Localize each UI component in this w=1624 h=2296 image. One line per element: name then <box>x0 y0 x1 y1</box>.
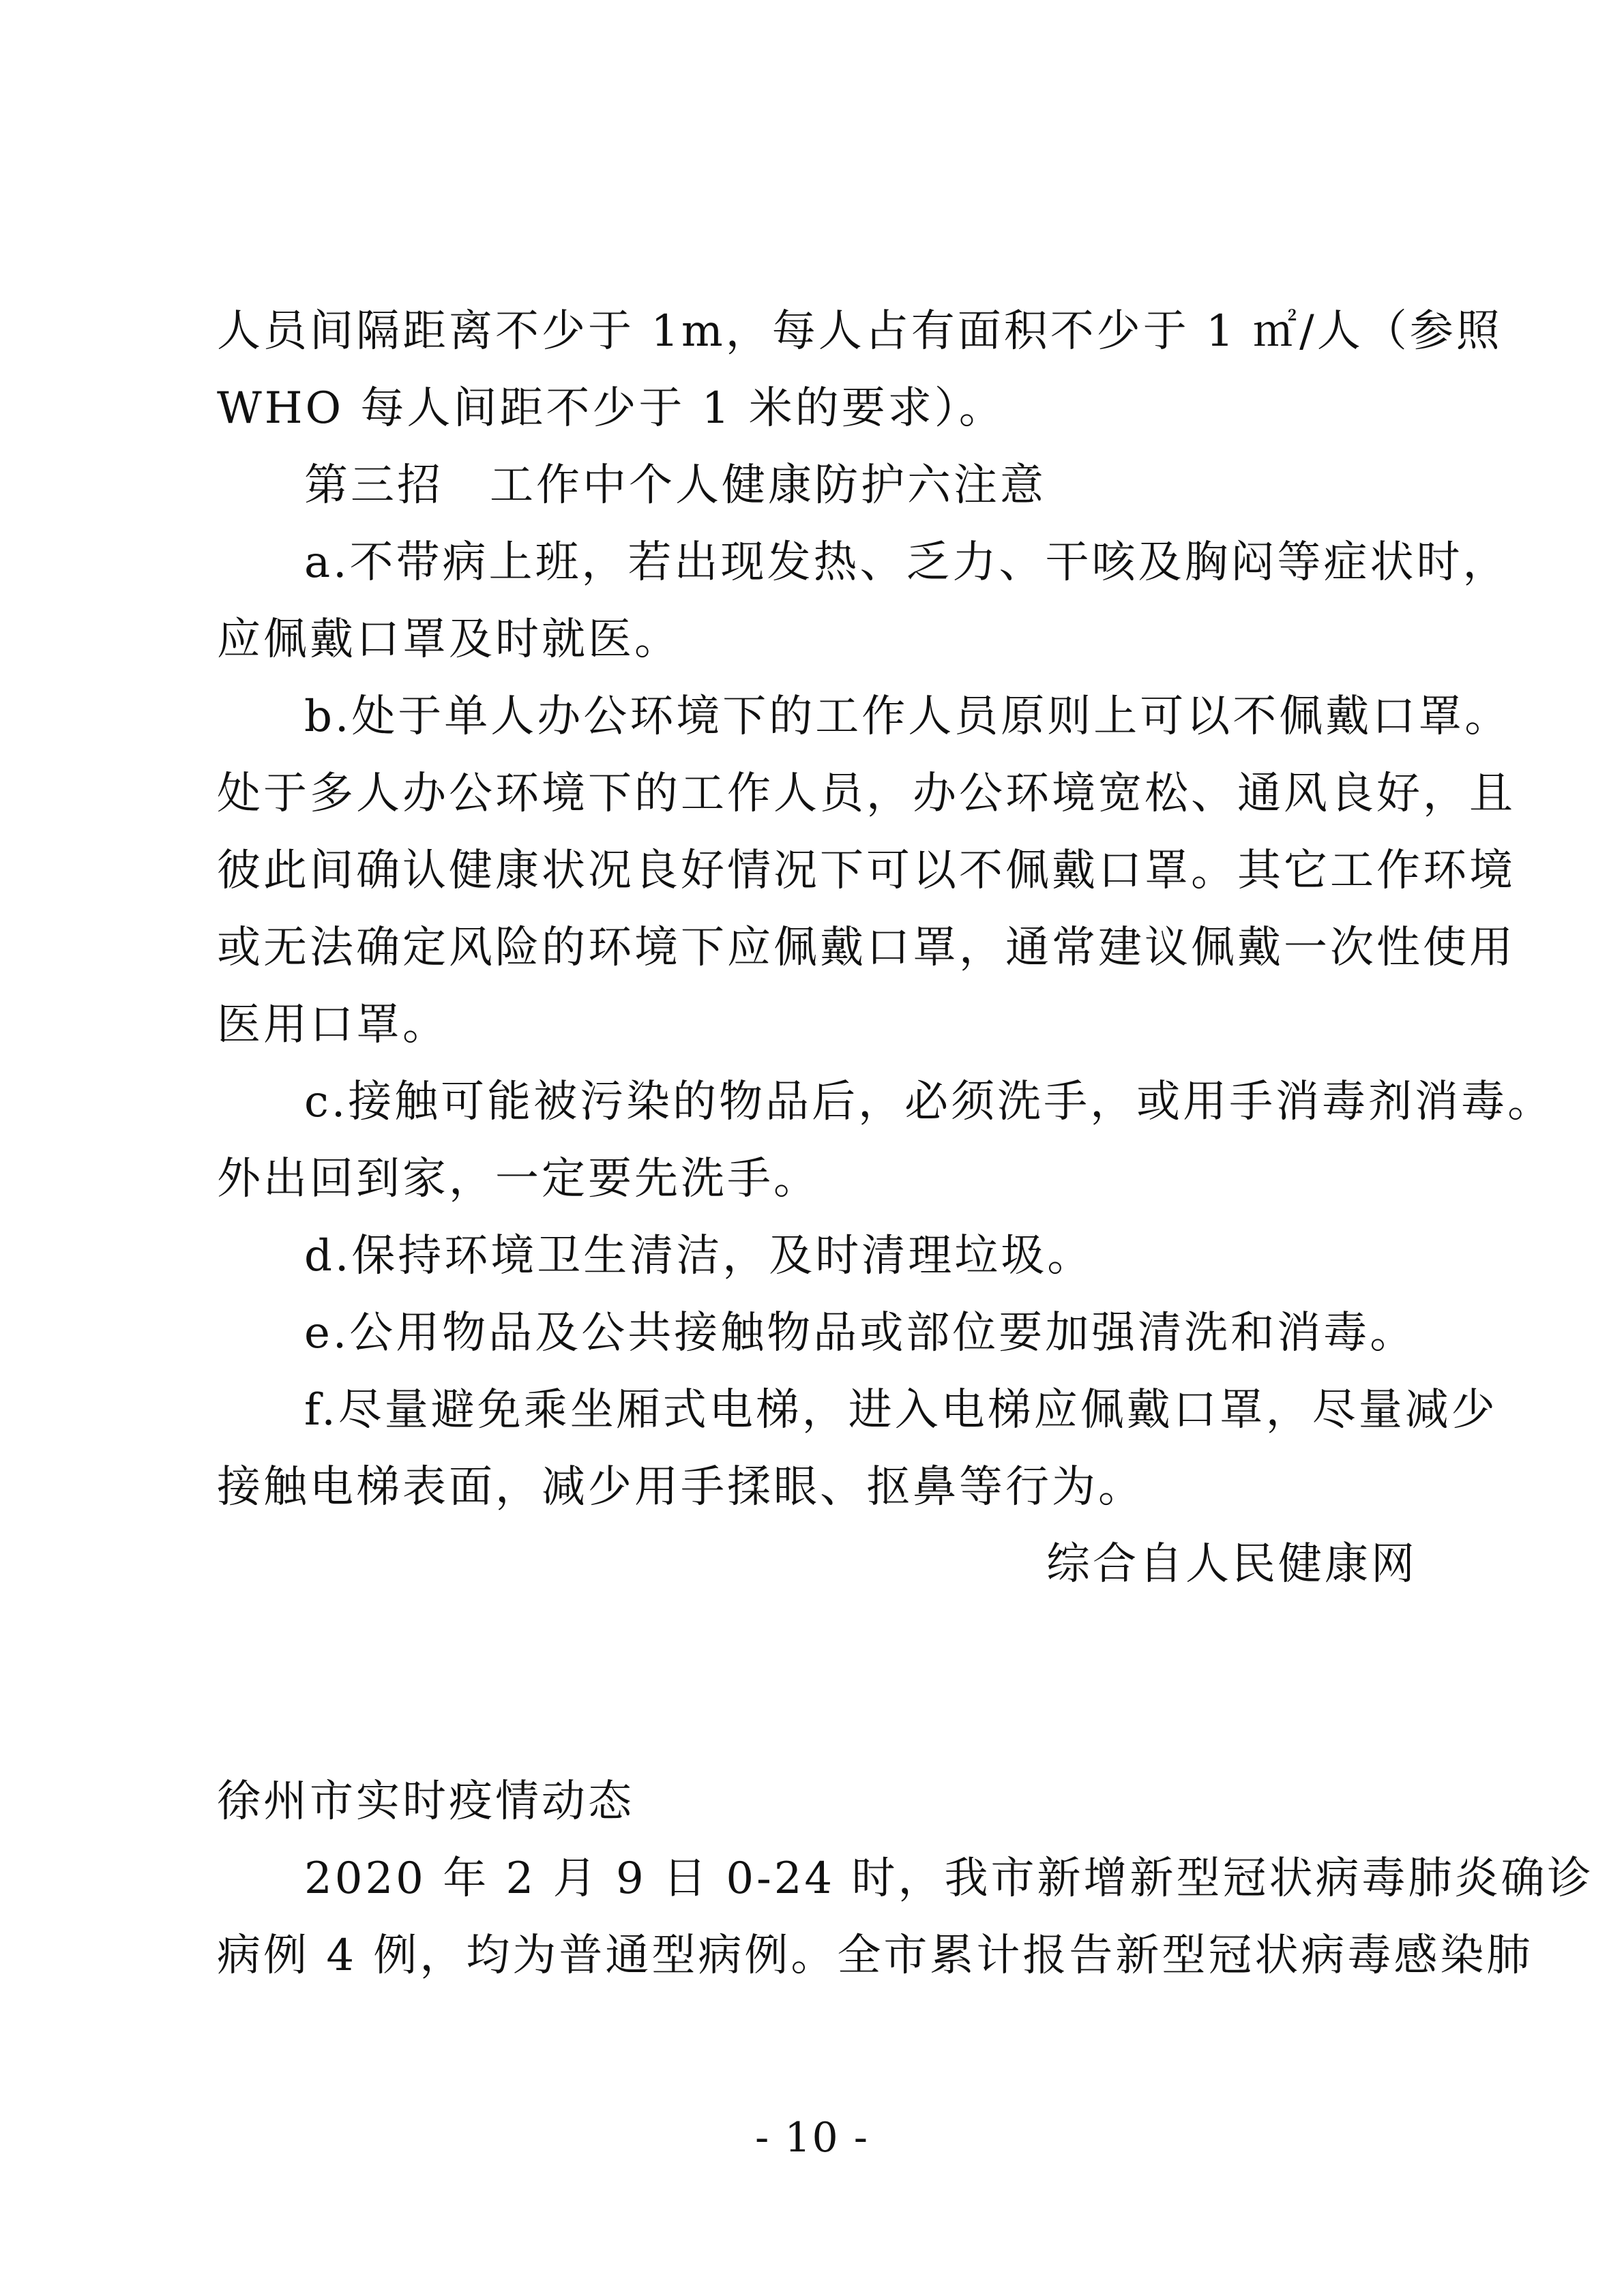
body-text-line: WHO 每人间距不少于 1 米的要求）。 <box>217 383 1005 434</box>
body-text-line: 人员间隔距离不少于 1m，每人占有面积不少于 1 ㎡/人（参照 <box>217 306 1503 357</box>
update-paragraph: 2020 年 2 月 9 日 0-24 时，我市新增新型冠状病毒肺炎确诊 <box>304 1853 1594 1904</box>
list-item-b-continued: 彼此间确认健康状况良好情况下可以不佩戴口罩。其它工作环境 <box>217 846 1516 896</box>
list-item-a-continued: 应佩戴口罩及时就医。 <box>217 614 681 665</box>
list-item-d: d.保持环境卫生清洁，及时清理垃圾。 <box>304 1231 1094 1281</box>
list-item-f: f.尽量避免乘坐厢式电梯，进入电梯应佩戴口罩，尽量减少 <box>304 1385 1498 1435</box>
list-item-f-continued: 接触电梯表面，减少用手揉眼、抠鼻等行为。 <box>217 1462 1145 1512</box>
update-title: 徐州市实时疫情动态 <box>217 1776 634 1827</box>
section-heading: 第三招 工作中个人健康防护六注意 <box>304 460 1046 511</box>
list-item-c-continued: 外出回到家，一定要先洗手。 <box>217 1154 820 1204</box>
list-item-b-continued: 或无法确定风险的环境下应佩戴口罩，通常建议佩戴一次性使用 <box>217 923 1516 973</box>
list-item-b: b.处于单人办公环境下的工作人员原则上可以不佩戴口罩。 <box>304 691 1511 742</box>
list-item-b-continued: 处于多人办公环境下的工作人员，办公环境宽松、通风良好，且 <box>217 769 1516 819</box>
update-paragraph-continued: 病例 4 例，均为普通型病例。全市累计报告新型冠状病毒感染肺 <box>217 1930 1533 1981</box>
list-item-b-continued: 医用口罩。 <box>217 1000 449 1050</box>
page-number: - 10 - <box>754 2114 870 2162</box>
list-item-c: c.接触可能被污染的物品后，必须洗手，或用手消毒剂消毒。 <box>304 1077 1554 1127</box>
list-item-e: e.公用物品及公共接触物品或部位要加强清洗和消毒。 <box>304 1308 1417 1358</box>
source-attribution: 综合自人民健康网 <box>1046 1539 1417 1590</box>
list-item-a: a.不带病上班，若出现发热、乏力、干咳及胸闷等症状时， <box>304 537 1509 588</box>
